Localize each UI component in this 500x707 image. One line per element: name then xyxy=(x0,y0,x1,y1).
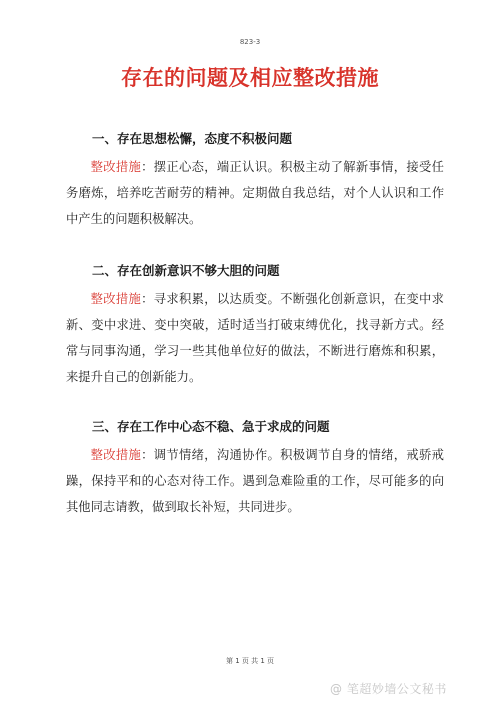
section-heading: 三、存在工作中心态不稳、急于求成的问题 xyxy=(92,419,330,434)
measure-text: ：摆正心态，端正认识。积极主动了解新事情，接受任务磨炼，培养吃苦耐劳的精神。定期做自我总结，对个人认识和工作中产生的问题积极解决。 xyxy=(66,160,444,226)
document-code: 823-3 xyxy=(239,38,261,46)
measure-label: 整改措施 xyxy=(90,448,142,462)
section-body xyxy=(66,154,444,232)
measure-label: 整改措施 xyxy=(90,160,142,174)
measure-text: ：寻求积累，以达质变。不断强化创新意识，在变中求新、变中求进、变中突破，适时适当打破束缚优化，找寻新方式。经常与同事沟通，学习一些其他单位好的做法，不断进行磨炼和积累，来提升自己的创新能力。 xyxy=(66,292,444,384)
section-heading: 一、存在思想松懈，态度不积极问题 xyxy=(92,131,293,146)
section-2 xyxy=(66,262,444,390)
page-footer: 第 1 页 共 1 页 xyxy=(225,657,275,665)
measure-label: 整改措施 xyxy=(90,292,142,306)
section-1 xyxy=(66,130,444,232)
document-title: 存在的问题及相应整改措施 xyxy=(121,66,379,90)
section-3 xyxy=(66,418,444,520)
section-body xyxy=(66,442,444,520)
measure-text: ：调节情绪，沟通协作。积极调节自身的情绪，戒骄戒躁，保持平和的心态对待工作。遇到急难险重的工作，尽可能多的向其他同志请教，做到取长补短，共同进步。 xyxy=(66,448,444,514)
section-body xyxy=(66,286,444,390)
watermark: @ 笔超妙墙公文秘书 xyxy=(330,682,447,696)
section-heading: 二、存在创新意识不够大胆的问题 xyxy=(92,263,280,278)
